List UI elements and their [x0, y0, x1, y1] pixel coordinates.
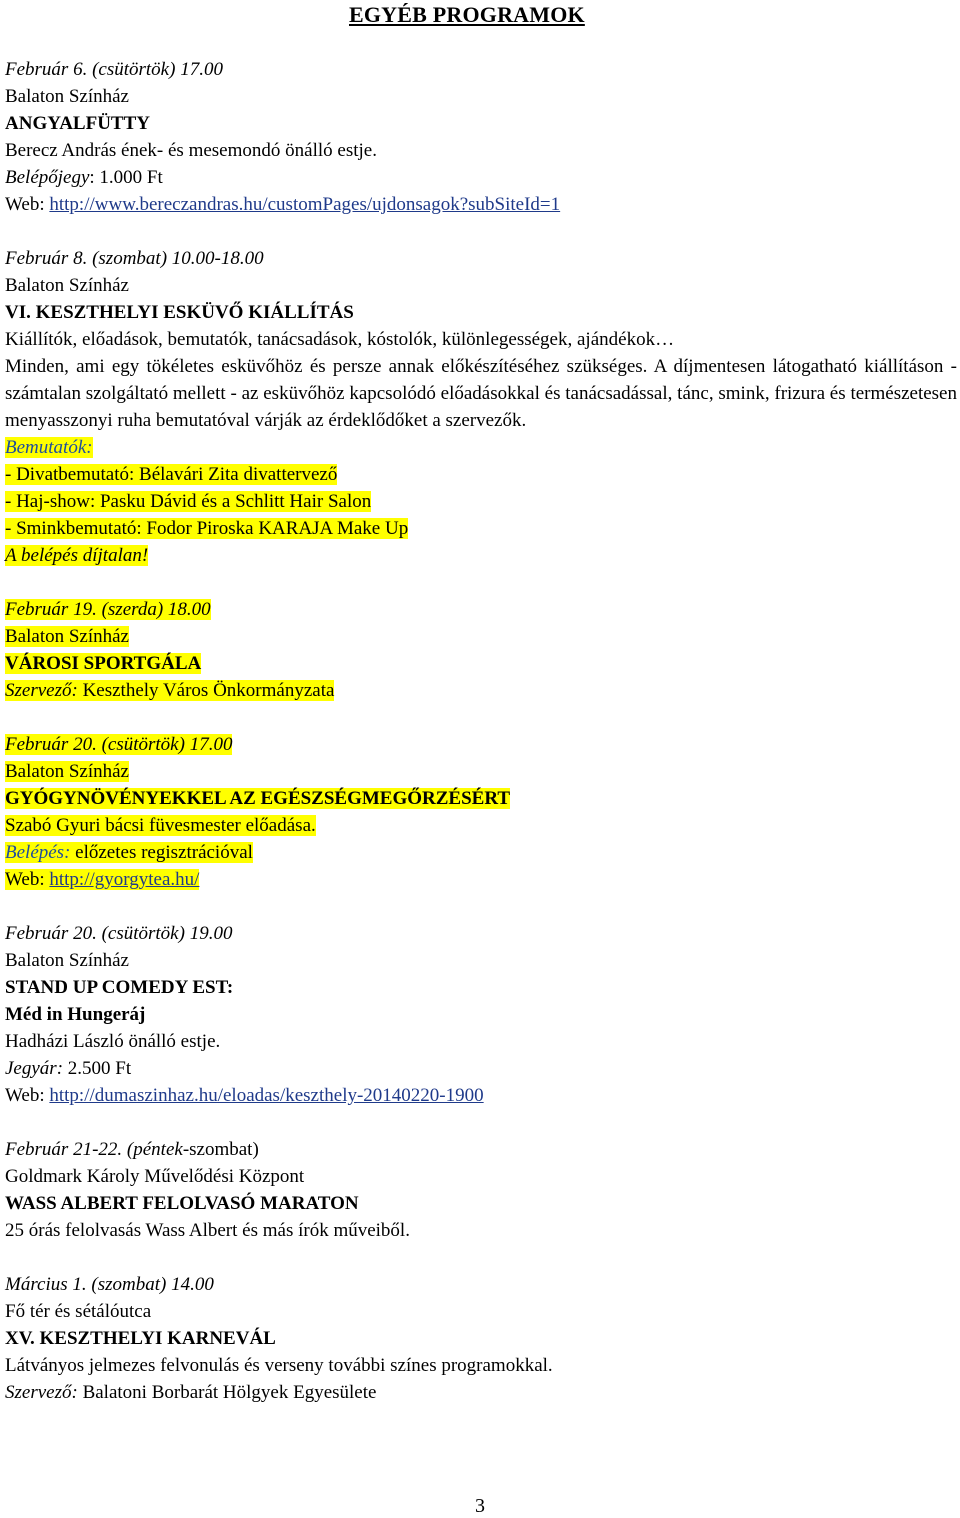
event-date: Február 19. (szerda) 18.00 — [5, 599, 211, 620]
event-date — [5, 1136, 957, 1163]
event-date: Február 20. (csütörtök) 17.00 — [5, 734, 233, 755]
event-description-long: Minden, ami egy tökéletes esküvőhöz és persze annak előkészítéséhez szükséges. A díjmentesen látogatható kiállításon - számtalan szolgáltató mellett - az esküvőhöz kapcsolódó előadásokkal és tanácsadással, tánc, smink, frizura és természetesen menyasszonyi ruha bemutatóval várják az érdeklődőket a szervezők. — [5, 356, 957, 431]
event-name: WASS ALBERT FELOLVASÓ MARATON — [5, 1193, 359, 1214]
event-ticket — [5, 164, 957, 191]
event-venue: Balaton Színház — [5, 86, 129, 107]
web-label: Web: — [5, 194, 50, 215]
event-venue: Goldmark Károly Művelődési Központ — [5, 1166, 305, 1187]
organizer-label: Szervező: — [5, 680, 78, 701]
event-description: 25 órás felolvasás Wass Albert és más írók műveiből. — [5, 1220, 410, 1241]
web-label: Web: — [5, 869, 50, 890]
shows-label: Bemutatók: — [5, 437, 93, 458]
entry-label: Belépés: — [5, 842, 71, 863]
event-date: Február 8. (szombat) 10.00-18.00 — [5, 248, 264, 269]
show-item: - Haj-show: Pasku Dávid és a Schlitt Hair Salon — [5, 491, 372, 512]
page-title: EGYÉB PROGRAMOK — [349, 2, 585, 27]
event-organizer — [5, 1379, 957, 1406]
event-varosi-sportgala — [5, 596, 957, 704]
event-venue: Balaton Színház — [5, 761, 129, 782]
event-description: Látványos jelmezes felvonulás és verseny további színes programokkal. — [5, 1355, 553, 1376]
event-web — [5, 1082, 957, 1109]
free-entry-note: A belépés díjtalan! — [5, 545, 149, 566]
event-name: VÁROSI SPORTGÁLA — [5, 653, 202, 674]
event-gyogynovenyek — [5, 731, 957, 893]
event-description: Kiállítók, előadások, bemutatók, tanácsadások, kóstolók, különlegességek, ajándékok… — [5, 329, 675, 350]
event-karneval — [5, 1271, 957, 1406]
event-ticket — [5, 1055, 957, 1082]
event-eskuvo-kiallitas — [5, 245, 957, 569]
event-venue: Balaton Színház — [5, 275, 129, 296]
event-description: Szabó Gyuri bácsi füvesmester előadása. — [5, 815, 316, 836]
event-date-rest: -szombat) — [182, 1139, 259, 1160]
organizer-label: Szervező: — [5, 1382, 78, 1403]
event-name: ANGYALFÜTTY — [5, 113, 150, 134]
event-name: STAND UP COMEDY EST: — [5, 977, 234, 998]
event-stand-up-comedy — [5, 920, 957, 1109]
ticket-label: Belépőjegy — [5, 167, 90, 188]
event-description: Hadházi László önálló estje. — [5, 1031, 221, 1052]
ticket-label: Jegyár: — [5, 1058, 64, 1079]
show-item: - Sminkbemutató: Fodor Piroska KARAJA Make Up — [5, 518, 409, 539]
web-link[interactable]: http://gyorgytea.hu/ — [49, 869, 200, 890]
ticket-value: : 1.000 Ft — [89, 167, 163, 188]
show-item: - Divatbemutató: Bélavári Zita divattervező — [5, 464, 338, 485]
event-venue: Fő tér és sétálóutca — [5, 1301, 152, 1322]
ticket-value: 2.500 Ft — [63, 1058, 132, 1079]
event-date-italic: Február 21-22. (péntek — [5, 1139, 183, 1160]
events-list — [5, 56, 957, 1406]
event-name: XV. KESZTHELYI KARNEVÁL — [5, 1328, 276, 1349]
event-name: VI. KESZTHELYI ESKÜVŐ KIÁLLÍTÁS — [5, 302, 354, 323]
event-venue: Balaton Színház — [5, 626, 129, 647]
page-number: 3 — [475, 1495, 485, 1517]
event-wass-albert — [5, 1136, 957, 1244]
event-date: Február 6. (csütörtök) 17.00 — [5, 59, 223, 80]
event-angyalfutty — [5, 56, 957, 218]
web-link[interactable]: http://www.bereczandras.hu/customPages/ujdonsagok?subSiteId=1 — [49, 194, 561, 215]
event-subtitle: Méd in Hungeráj — [5, 1004, 146, 1025]
event-date: Március 1. (szombat) 14.00 — [5, 1274, 214, 1295]
web-label: Web: — [5, 1085, 50, 1106]
event-web — [5, 191, 957, 218]
event-description: Berecz András ének- és mesemondó önálló estje. — [5, 140, 377, 161]
event-date: Február 20. (csütörtök) 19.00 — [5, 923, 233, 944]
web-link[interactable]: http://dumaszinhaz.hu/eloadas/keszthely-20140220-1900 — [49, 1085, 484, 1106]
event-name: GYÓGYNÖVÉNYEKKEL AZ EGÉSZSÉGMEGŐRZÉSÉRT — [5, 788, 511, 809]
organizer-value: Keszthely Város Önkormányzata — [77, 680, 335, 701]
organizer-value: Balatoni Borbarát Hölgyek Egyesülete — [77, 1382, 377, 1403]
event-venue: Balaton Színház — [5, 950, 129, 971]
entry-value: előzetes regisztrációval — [70, 842, 253, 863]
